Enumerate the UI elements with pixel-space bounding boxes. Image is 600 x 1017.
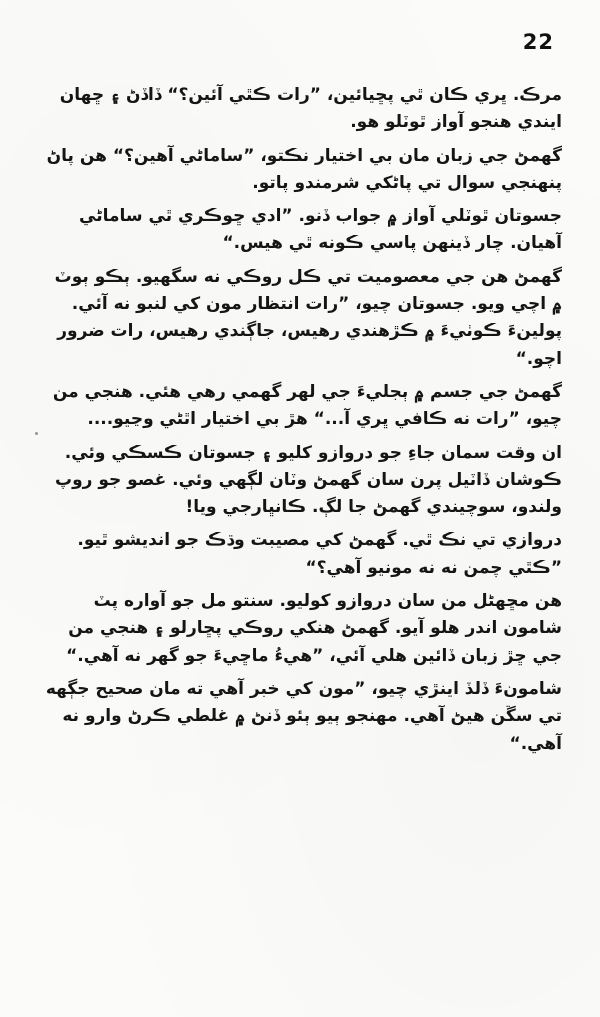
paragraph: ان وقت سمان جاءِ جو دروازو کليو ۽ جسوتان ڪسڪي وئي. ڪوشان ڏاٽيل پرن سان گهمڻ وٽان لڳهي وئي. غصو جو روپ ولندو، سوچيندي گهمڻ جا لڳ. ڪانڀارجي ويا! [55,442,562,518]
paper-speck [35,432,38,435]
page-number: 22 [522,30,554,54]
body-text [42,82,562,758]
paragraph: شامونءَ ڏلڏ اينڙي چيو، ”مون کي خبر آهي ته مان صحيح جڳهه تي سڱن هيڻ آهي. مهنجو ٻيو ٻئو ڏنڻ ۾ غلطي ڪرڻ وارو نه آهي.“ [45,678,562,754]
paragraph: جسوتان ٿوٽلي آواز ۾ جواب ڏنو. ”ادي ڇوڪري ٿي ساماڻي آهيان. چار ڏينهن پاسي ڪونه ٿي هيس.“ [79,206,562,254]
paragraph: مرڪ. ڀري ڪان ٿي پڇيائين، ”رات ڪٿي آئين؟“ ڏاڏڻ ۽ ڇهان ايندي هنجو آواز ٿوٽلو هو. [59,85,562,133]
paragraph: گهمڻ هن جي معصوميت تي ڪل روڪي نه سگهيو. ٻڪو ٻوٽ ۾ اچي ويو. جسوتان چيو، ”رات انتظار مون کي لنبو نه آئي. پولينءَ ڪوٺيءَ ۾ ڪڙهندي رهيس، جاڳندي رهيس، رات ضرور اچو.“ [54,266,562,369]
paragraph: گهمڻ جي جسم ۾ ٻجليءَ جي لهر گهمي رهي هئي. هنجي من چيو، ”رات نه ڪافي ڀري آ...“ هڙ بي اختيار اٿڻي وڃيو.... [52,381,562,430]
paragraph: گهمڻ جي زبان مان بي اختيار نڪتو، ”ساماڻي آهين؟“ هن پاڻ پنهنجي سوال تي پاڻکي شرمندو پاتو. [46,145,562,193]
paragraph: هن مڇهڻل من سان دروازو کوليو. سنتو مل جو آواره پٽ شامون اندر هلو آيو. گهمڻ هنکي روڪي پڇارلو ۽ هنجي من جي ڇڙ زبان ڏائين هلي آئي، ”هيءُ ماڇيءَ جو گهر نه آهي.“ [66,591,562,666]
paragraph: دروازي تي نڪ ٿي. گهمڻ کي مصيبت وڌڪ جو انديشو ٿيو. ”ڪٿي چمن نه نه مونيو آهي؟“ [77,530,562,578]
